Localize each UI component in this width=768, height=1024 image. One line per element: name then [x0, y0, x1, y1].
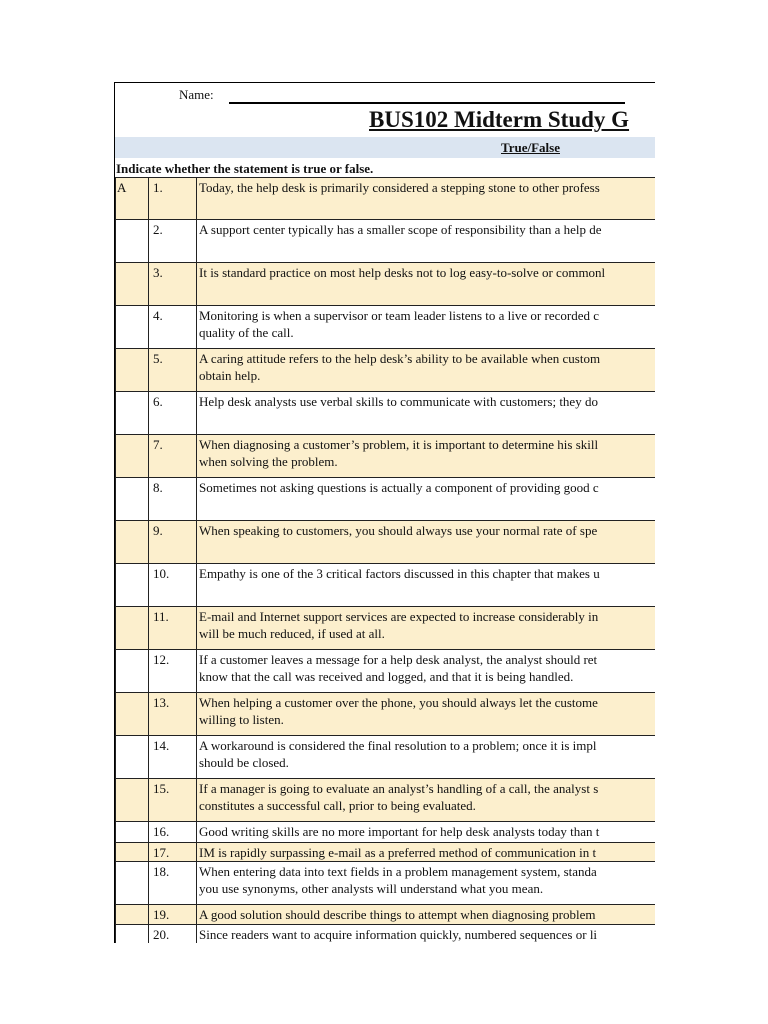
question-text-line: you use synonyms, other analysts will understand what you mean.	[199, 881, 544, 896]
question-text-line: constitutes a successful call, prior to being evaluated.	[199, 798, 476, 813]
question-text-line: know that the call was received and logged, and that it is being handled.	[199, 669, 574, 684]
question-number: 3.	[149, 263, 197, 306]
question-text-line: obtain help.	[199, 368, 261, 383]
question-number: 10.	[149, 564, 197, 607]
question-text-line: Monitoring is when a supervisor or team leader listens to a live or recorded c	[199, 308, 599, 323]
question-number: 17.	[149, 843, 197, 862]
question-row	[116, 905, 656, 925]
question-row	[116, 564, 656, 607]
section-heading: True/False	[501, 140, 560, 155]
question-row	[116, 220, 656, 263]
question-text	[197, 862, 656, 905]
answer-cell[interactable]	[116, 435, 149, 478]
instructions: Indicate whether the statement is true or false.	[116, 161, 374, 176]
answer-cell[interactable]	[116, 478, 149, 521]
question-row	[116, 178, 656, 220]
question-row	[116, 925, 656, 944]
question-text-line: E-mail and Internet support services are expected to increase considerably in	[199, 609, 599, 624]
question-text-line: Good writing skills are no more important for help desk analysts today than t	[199, 824, 600, 839]
question-number: 7.	[149, 435, 197, 478]
question-text	[197, 178, 656, 220]
question-text	[197, 521, 656, 564]
question-row	[116, 521, 656, 564]
question-number: 16.	[149, 822, 197, 843]
question-number: 18.	[149, 862, 197, 905]
question-text	[197, 435, 656, 478]
answer-cell[interactable]	[116, 392, 149, 435]
question-text-line: A support center typically has a smaller scope of responsibility than a help de	[199, 222, 602, 237]
question-text	[197, 736, 656, 779]
question-text-line: A workaround is considered the final resolution to a problem; once it is impl	[199, 738, 597, 753]
question-number: 1.	[149, 178, 197, 220]
question-row	[116, 607, 656, 650]
question-text-line: Sometimes not asking questions is actually a component of providing good c	[199, 480, 599, 495]
question-number: 2.	[149, 220, 197, 263]
page-title: BUS102 Midterm Study G	[369, 107, 630, 132]
answer-cell[interactable]	[116, 925, 149, 944]
question-number: 11.	[149, 607, 197, 650]
question-text-line: Empathy is one of the 3 critical factors discussed in this chapter that makes u	[199, 566, 600, 581]
question-text-line: Help desk analysts use verbal skills to communicate with customers; they do	[199, 394, 598, 409]
question-text-line: A caring attitude refers to the help desk’s ability to be available when custom	[199, 351, 601, 366]
answer-cell[interactable]	[116, 607, 149, 650]
question-row	[116, 306, 656, 349]
question-text	[197, 822, 656, 843]
answer-cell[interactable]	[116, 862, 149, 905]
question-text-line: IM is rapidly surpassing e-mail as a preferred method of communication in t	[199, 845, 597, 860]
question-number: 9.	[149, 521, 197, 564]
question-text	[197, 263, 656, 306]
question-text-line: When speaking to customers, you should always use your normal rate of spe	[199, 523, 598, 538]
question-text-line: will be much reduced, if used at all.	[199, 626, 385, 641]
question-row	[116, 843, 656, 862]
question-text-line: when solving the problem.	[199, 454, 338, 469]
question-number: 20.	[149, 925, 197, 944]
question-text	[197, 607, 656, 650]
answer-cell[interactable]: A	[116, 178, 149, 220]
answer-cell[interactable]	[116, 905, 149, 925]
question-row	[116, 650, 656, 693]
question-text-line: If a customer leaves a message for a help desk analyst, the analyst should ret	[199, 652, 598, 667]
question-text	[197, 478, 656, 521]
answer-cell[interactable]	[116, 564, 149, 607]
question-text-line: should be closed.	[199, 755, 289, 770]
question-row	[116, 862, 656, 905]
answer-cell[interactable]	[116, 650, 149, 693]
question-row	[116, 263, 656, 306]
answer-cell[interactable]	[116, 349, 149, 392]
answer-cell[interactable]	[116, 306, 149, 349]
question-row	[116, 779, 656, 822]
question-number: 15.	[149, 779, 197, 822]
question-row	[116, 736, 656, 779]
question-row	[116, 822, 656, 843]
section-band	[115, 137, 655, 158]
question-text-line: When diagnosing a customer’s problem, it is important to determine his skill	[199, 437, 599, 452]
question-text-line: Today, the help desk is primarily considered a stepping stone to other profess	[199, 180, 600, 195]
question-text	[197, 905, 656, 925]
question-row	[116, 392, 656, 435]
answer-cell[interactable]	[116, 736, 149, 779]
question-text	[197, 693, 656, 736]
question-text	[197, 843, 656, 862]
name-label: Name:	[179, 87, 214, 102]
question-row	[116, 478, 656, 521]
question-number: 5.	[149, 349, 197, 392]
question-number: 8.	[149, 478, 197, 521]
answer-cell[interactable]	[116, 693, 149, 736]
answer-cell[interactable]	[116, 779, 149, 822]
question-number: 13.	[149, 693, 197, 736]
question-text	[197, 306, 656, 349]
question-text-line: A good solution should describe things to attempt when diagnosing problem	[199, 907, 596, 922]
question-text-line: willing to listen.	[199, 712, 284, 727]
answer-cell[interactable]	[116, 822, 149, 843]
question-number: 12.	[149, 650, 197, 693]
study-guide-sheet	[114, 82, 655, 943]
question-text-line: If a manager is going to evaluate an analyst’s handling of a call, the analyst s	[199, 781, 599, 796]
question-text-line: When helping a customer over the phone, you should always let the custome	[199, 695, 598, 710]
question-row	[116, 693, 656, 736]
question-text-line: It is standard practice on most help desks not to log easy-to-solve or commonl	[199, 265, 606, 280]
answer-cell[interactable]	[116, 220, 149, 263]
question-text	[197, 779, 656, 822]
question-number: 4.	[149, 306, 197, 349]
question-number: 6.	[149, 392, 197, 435]
answer-cell[interactable]	[116, 263, 149, 306]
question-text-line: When entering data into text fields in a problem management system, standa	[199, 864, 597, 879]
question-row	[116, 435, 656, 478]
question-text	[197, 650, 656, 693]
question-text	[197, 349, 656, 392]
question-text	[197, 220, 656, 263]
question-table	[115, 177, 655, 943]
question-number: 14.	[149, 736, 197, 779]
name-field-line[interactable]	[229, 102, 625, 104]
question-row	[116, 349, 656, 392]
question-text-line: quality of the call.	[199, 325, 294, 340]
question-text	[197, 564, 656, 607]
answer-cell[interactable]	[116, 843, 149, 862]
question-number: 19.	[149, 905, 197, 925]
question-text	[197, 925, 656, 944]
question-text	[197, 392, 656, 435]
question-text-line: Since readers want to acquire information quickly, numbered sequences or li	[199, 927, 598, 942]
answer-cell[interactable]	[116, 521, 149, 564]
